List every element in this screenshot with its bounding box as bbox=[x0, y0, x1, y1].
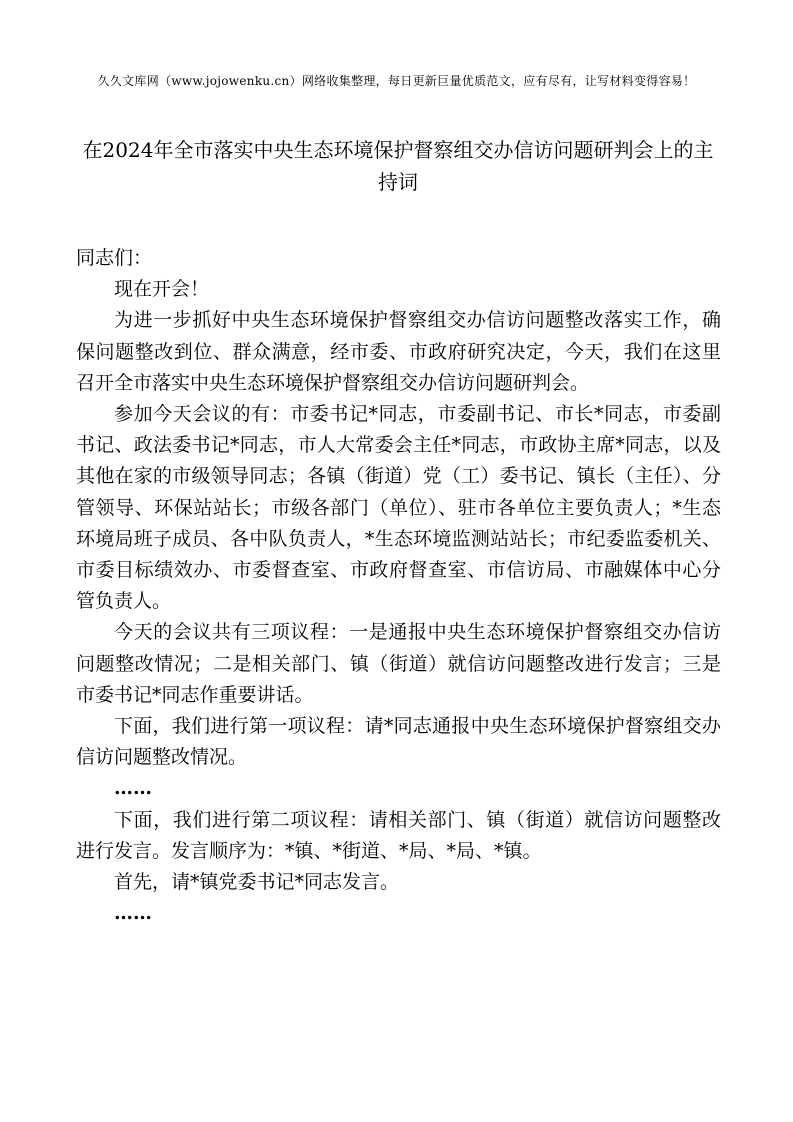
ellipsis-1: …… bbox=[114, 777, 152, 800]
paragraph-agenda: 今天的会议共有三项议程：一是通报中央生态环境保护督察组交办信访问题整改情况；二是相关部门、镇（街道）就信访问题整改进行发言；三是市委书记*同志作重要讲话。 bbox=[76, 621, 721, 706]
paragraph-attendees: 参加今天会议的有：市委书记*同志，市委副书记、市长*同志，市委副书记、政法委书记*同志，市人大常委会主任*同志，市政协主席*同志，以及其他在家的市级领导同志；各镇（街道）党（工）委书记、镇长（主任）、分管领导、环保站站长；市级各部门（单位）、驻市各单位主要负责人；*生态环境局班子成员、各中队负责人，*生态环境监测站站长；市纪委监委机关、市委目标绩效办、市委督查室、市政府督查室、市信访局、市融媒体中心分管负责人。 bbox=[76, 403, 721, 613]
salutation: 同志们： bbox=[76, 247, 153, 269]
paragraph-agenda-item-1: 下面，我们进行第一项议程：请*同志通报中央生态环境保护督察组交办信访问题整改情况。 bbox=[76, 715, 721, 769]
paragraph-opening: 现在开会！ bbox=[114, 278, 210, 301]
paragraph-agenda-item-2: 下面，我们进行第二项议程：请相关部门、镇（街道）就信访问题整改进行发言。发言顺序为：*镇、*街道、*局、*局、*镇。 bbox=[76, 808, 721, 862]
ellipsis-2: …… bbox=[114, 902, 152, 925]
paragraph-first-speaker: 首先，请*镇党委书记*同志发言。 bbox=[114, 871, 400, 894]
page-header: 久久文库网（www.jojowenku.cn）网络收集整理，每日更新巨量优质范文，应有尽有，让写材料变得容易！ bbox=[97, 74, 696, 88]
paragraph-purpose: 为进一步抓好中央生态环境保护督察组交办信访问题整改落实工作，确保问题整改到位、群众满意，经市委、市政府研究决定，今天，我们在这里召开全市落实中央生态环境保护督察组交办信访问题研判会。 bbox=[76, 309, 721, 394]
document-title: 在2024年全市落实中央生态环境保护督察组交办信访问题研判会上的主持词 bbox=[82, 138, 714, 194]
document-body bbox=[76, 243, 721, 929]
